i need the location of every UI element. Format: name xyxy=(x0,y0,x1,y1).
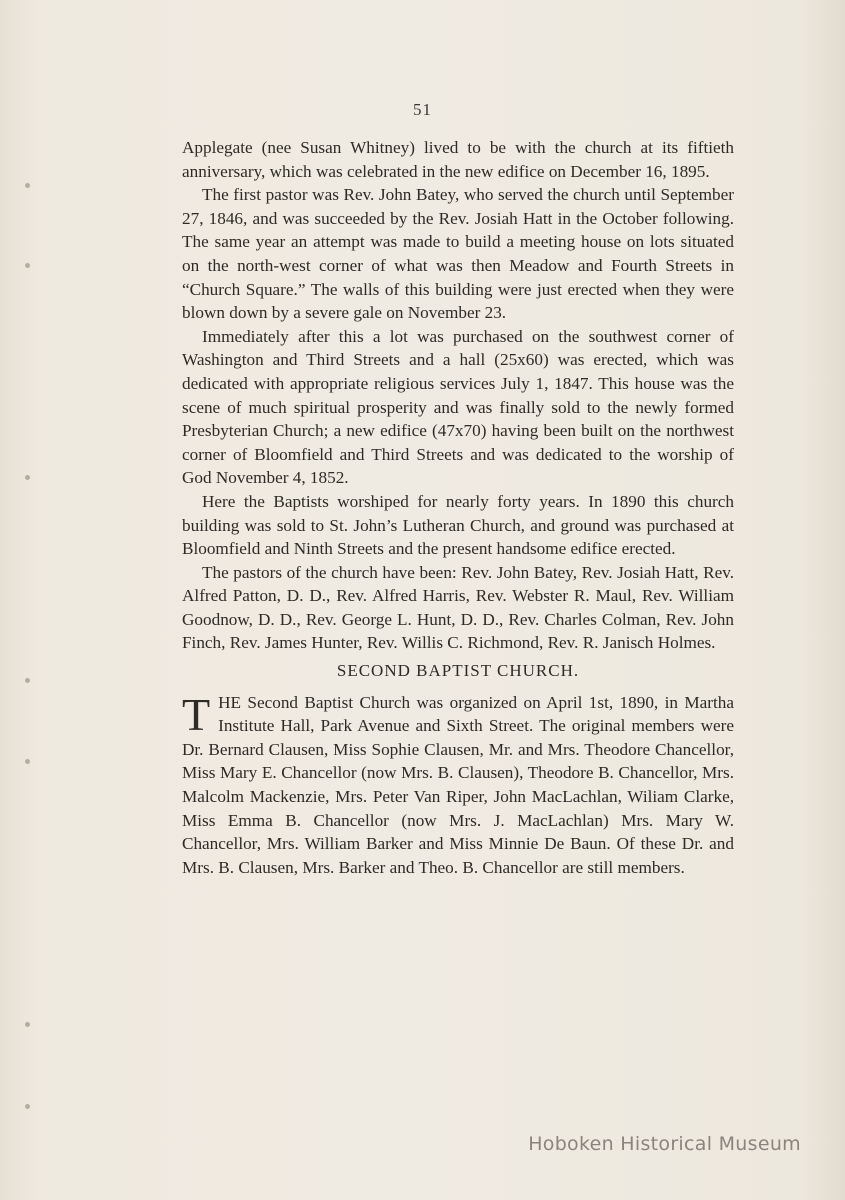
binding-hole xyxy=(25,263,30,268)
paragraph: Applegate (nee Susan Whitney) lived to be with the church at its fiftieth anniversary, which was celebrated in the new edifice on December 16, 1895. xyxy=(182,138,734,181)
first-word-rest: HE xyxy=(218,692,242,712)
paragraph: Immediately after this a lot was purchased on the southwest corner of Washington and Third Streets and a hall (25x60) was erected, which was dedicated with appropriate religious services July 1, 1847. This house was the scene of much spiritual prosperity and was finally sold to the newly formed Presbyterian Church; a new edifice (47x70) having been built on the northwest corner of Bloomfield and Third Streets and was dedicated to the worship of God November 4, 1852. xyxy=(182,326,734,488)
paragraph: The first pastor was Rev. John Batey, who served the church until September 27, 1846, and was succeeded by the Rev. Josiah Hatt in the October following. The same year an attempt was made to build a meeting house on lots situated on the north-west corner of what was then Meadow and Fourth Streets in “Church Square.” The walls of this building were just erected when they were blown down by a severe gale on November 23. xyxy=(182,185,734,323)
paragraph: Here the Baptists worshiped for nearly forty years. In 1890 this church building was sold to St. John’s Lutheran Church, and ground was purchased at Bloomfield and Ninth Streets and the present handsome edifice erected. xyxy=(182,491,734,559)
body-text xyxy=(182,136,734,879)
binding-hole xyxy=(25,678,30,683)
binding-hole xyxy=(25,1104,30,1109)
section-heading: SECOND BAPTIST CHURCH. xyxy=(336,661,580,681)
drop-cap: T xyxy=(182,688,211,740)
binding-hole xyxy=(25,475,30,480)
paragraph: The pastors of the church have been: Rev. John Batey, Rev. Josiah Hatt, Rev. Alfred Patton, D. D., Rev. Alfred Harris, Rev. Webster R. Maul, Rev. William Goodnow, D. D., Rev. George L. Hunt, D. D., Rev. Charles Colman, Rev. John Finch, Rev. James Hunter, Rev. Willis C. Richmond, Rev. R. Janisch Holmes. xyxy=(182,562,734,653)
page-number: 51 xyxy=(413,100,432,119)
binding-hole xyxy=(25,1022,30,1027)
museum-watermark: Hoboken Historical Museum xyxy=(528,1133,801,1155)
binding-hole xyxy=(25,759,30,764)
section-body: Second Baptist Church was organized on April 1st, 1890, in Martha Institute Hall, Park Avenue and Sixth Street. The original members were Dr. Bernard Clausen, Miss Sophie Clausen, Mr. and Mrs. Theodore Chancellor, Miss Mary E. Chancellor (now Mrs. B. Clausen), Theodore B. Chancellor, Mrs. Malcolm Mackenzie, Mrs. Peter Van Riper, John MacLachlan, Wiliam Clarke, Miss Emma B. Chancellor (now Mrs. J. MacLachlan) Mrs. Mary W. Chancellor, Mrs. William Barker and Miss Minnie De Baun. Of these Dr. and Mrs. B. Clausen, Mrs. Barker and Theo. B. Chancellor are still members. xyxy=(182,692,734,877)
binding-hole xyxy=(25,183,30,188)
section-paragraph xyxy=(182,688,734,880)
